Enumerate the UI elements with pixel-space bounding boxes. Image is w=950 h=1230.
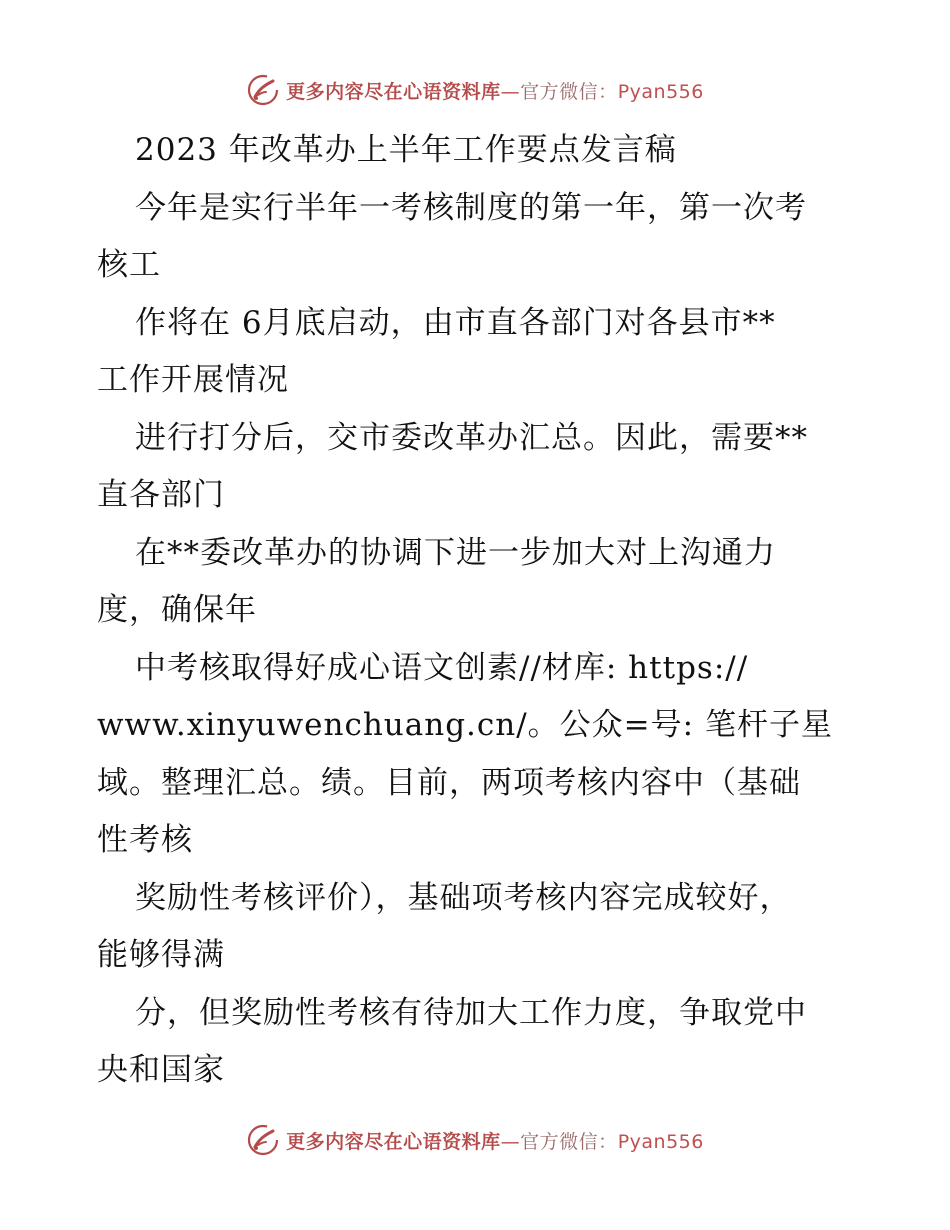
- watermark-wechat-id: Pyan556: [617, 1130, 704, 1153]
- watermark-label: 官方微信：: [520, 1130, 618, 1153]
- document-line: 能够得满: [97, 937, 225, 973]
- document-line: 分，但奖励性考核有待加大工作力度，争取党中: [135, 994, 807, 1031]
- document-line: 性考核: [97, 822, 193, 858]
- watermark-text: [286, 77, 704, 104]
- document-line: 今年是实行半年一考核制度的第一年，第一次考: [135, 189, 807, 226]
- watermark-main-text: 更多内容尽在心语资料库: [286, 80, 501, 103]
- document-title: 2023 年改革办上半年工作要点发言稿: [135, 132, 677, 168]
- watermark-text: [286, 1127, 704, 1154]
- document-line: 直各部门: [97, 477, 225, 513]
- document-line: www.xinyuwenchuang.cn/。公众=号: 笔杆子星: [97, 707, 833, 743]
- watermark-wechat-id: Pyan556: [617, 80, 704, 103]
- document-line: 域。整理汇总。绩。目前，两项考核内容中（基础: [97, 764, 801, 801]
- document-line: 央和国家: [97, 1052, 225, 1088]
- calligraphy-brush-logo-icon: [246, 1123, 280, 1157]
- document-line: 奖励性考核评价），基础项考核内容完成较好，: [135, 879, 792, 916]
- document-line: 进行打分后，交市委改革办汇总。因此，需要**: [135, 419, 808, 456]
- watermark-main-text: 更多内容尽在心语资料库: [286, 1130, 501, 1153]
- document-line: 在**委改革办的协调下进一步加大对上沟通力: [135, 534, 776, 571]
- document-line: 核工: [97, 247, 161, 283]
- header-watermark: [0, 70, 950, 110]
- document-line: 作将在 6月底启动，由市直各部门对各县市**: [135, 304, 776, 341]
- calligraphy-brush-logo-icon: [246, 73, 280, 107]
- watermark-label: 官方微信：: [520, 80, 618, 103]
- watermark-dash: —: [500, 80, 521, 103]
- watermark-dash: —: [500, 1130, 521, 1153]
- document-line: 度，确保年: [97, 592, 257, 628]
- footer-watermark: [0, 1120, 950, 1160]
- document-line: 工作开展情况: [97, 362, 289, 398]
- document-body: [97, 122, 857, 1100]
- document-line: 中考核取得好成心语文创素//材库: https://: [135, 649, 749, 686]
